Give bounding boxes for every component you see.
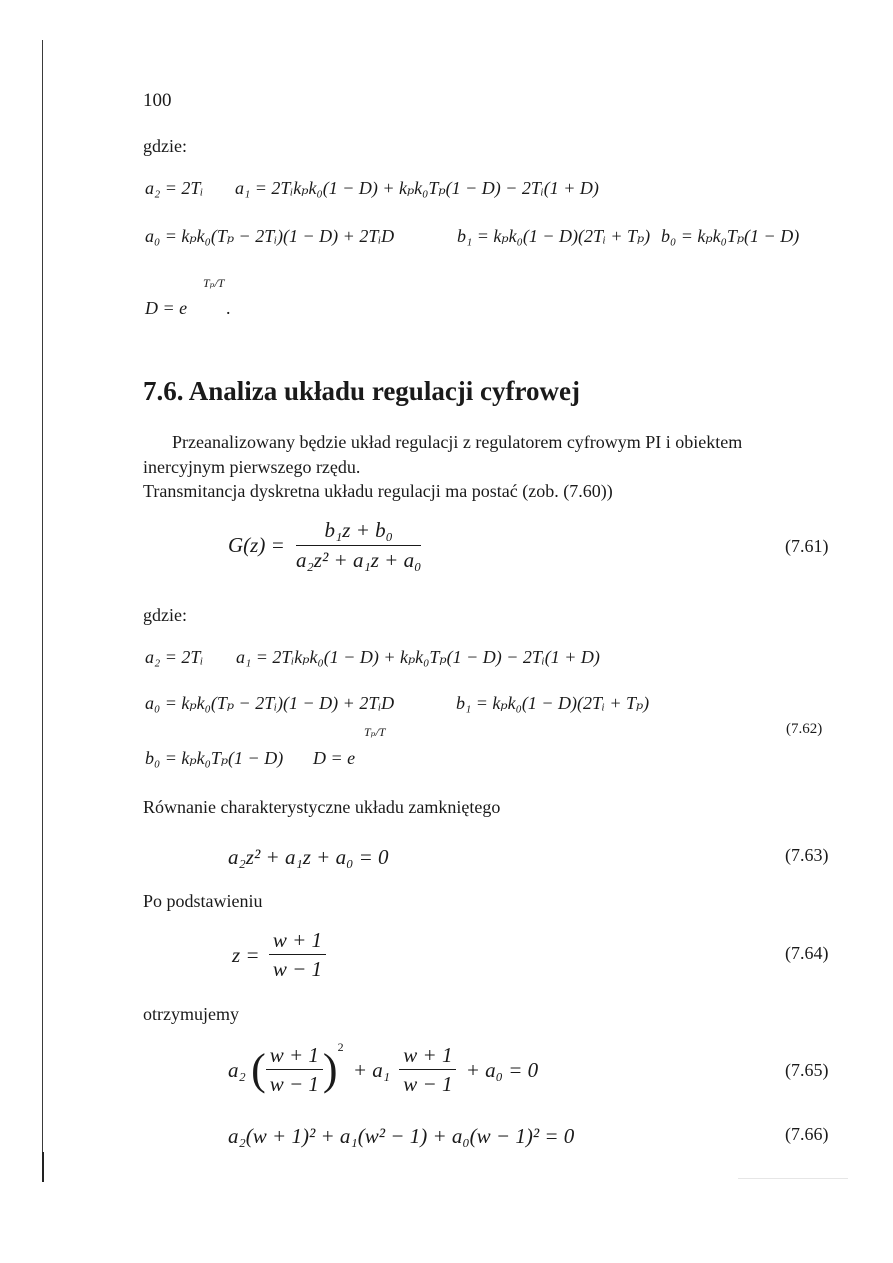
eq764-denominator: w − 1 (272, 957, 323, 981)
equation-7-66: a₂(w + 1)² + a₁(w² − 1) + a₀(w − 1)² = 0 (228, 1124, 575, 1148)
subst-text: Po podstawieniu (143, 891, 263, 911)
eq761-denominator: a₂z² + a₁z + a₀ (296, 548, 422, 572)
eq-top-D: D = e (145, 298, 188, 318)
eq-mid-a0: a₀ = kₚk₀(Tₚ − 2Tᵢ)(1 − D) + 2TᵢD (145, 693, 395, 713)
eq765-mid: + a₁ (352, 1057, 391, 1082)
result-text: otrzymujemy (143, 1004, 239, 1024)
eq765-power: 2 (337, 1040, 344, 1054)
eq-number-7-61: (7.61) (785, 536, 829, 556)
eq765-fraction-2 (399, 1043, 456, 1097)
eq765-frac1-numerator: w + 1 (266, 1043, 323, 1070)
equation-7-61 (228, 518, 421, 573)
eq-top-D-period: . (226, 298, 231, 318)
eq765-frac2-numerator: w + 1 (399, 1043, 456, 1070)
eq764-lhs: z = (232, 942, 260, 967)
scan-artifact (738, 1178, 848, 1179)
eq761-lhs: G(z) = (228, 533, 285, 557)
margin-line (42, 40, 43, 1180)
eq764-fraction (269, 928, 326, 982)
eq-number-7-62: (7.62) (786, 721, 823, 737)
equation-7-63: a₂z² + a₁z + a₀ = 0 (228, 845, 389, 869)
page-number: 100 (143, 90, 172, 111)
eq-number-7-65: (7.65) (785, 1060, 829, 1080)
eq-top-a1: a₁ = 2Tᵢkₚk₀(1 − D) + kₚk₀Tₚ(1 − D) − 2Tᵢ(1 + D) (235, 178, 599, 198)
eq765-frac2-denominator: w − 1 (403, 1072, 453, 1097)
eq-mid-a2: a₂ = 2Tᵢ (145, 647, 204, 667)
eq-mid-a1: a₁ = 2Tᵢkₚk₀(1 − D) + kₚk₀Tₚ(1 − D) − 2Tᵢ(1 + D) (236, 647, 600, 667)
equation-7-65: a₂ ( $\frac{w + 1}{w - 1}$ )$^2$ + a₁ $\frac{w + 1}{w - 1}$ + a₀ = 0 (228, 1040, 539, 1097)
eq-top-D-exponent: Tₚ/T (203, 276, 225, 290)
paragraph-line-2: inercyjnym pierwszego rzędu. (143, 457, 361, 477)
eq-mid-D-exponent: Tₚ/T (364, 725, 386, 739)
eq761-numerator: b₁z + b₀ (296, 518, 421, 546)
margin-tick (42, 1152, 44, 1182)
gdzie-label-mid: gdzie: (143, 605, 187, 625)
gdzie-label-top: gdzie: (143, 136, 187, 156)
eq765-frac1-denominator: w − 1 (269, 1072, 319, 1097)
equation-7-64 (232, 928, 326, 982)
eq-number-7-66: (7.66) (785, 1124, 829, 1144)
paragraph-line-1: Przeanalizowany będzie układ regulacji z regulatorem cyfrowym PI i obiektem (172, 432, 743, 452)
eq765-a2: a₂ (228, 1057, 246, 1082)
eq-mid-b1: b₁ = kₚk₀(1 − D)(2Tᵢ + Tₚ) (456, 693, 650, 713)
eq-number-7-64: (7.64) (785, 943, 829, 963)
eq-mid-b0: b₀ = kₚk₀Tₚ(1 − D) (145, 748, 284, 768)
eq-number-7-63: (7.63) (785, 845, 829, 865)
eq-top-a0: a₀ = kₚk₀(Tₚ − 2Tᵢ)(1 − D) + 2TᵢD (145, 226, 395, 246)
eq-top-b0: b₀ = kₚk₀Tₚ(1 − D) (661, 226, 800, 246)
eq765-fraction-1 (266, 1043, 323, 1097)
eq-mid-D: D = e (313, 748, 356, 768)
char-eq-text: Równanie charakterystyczne układu zamkniętego (143, 797, 501, 817)
paragraph-line-3: Transmitancja dyskretna układu regulacji ma postać (zob. (7.60)) (143, 481, 613, 501)
eq764-numerator: w + 1 (269, 928, 326, 955)
eq761-fraction (296, 518, 421, 573)
eq-top-b1: b₁ = kₚk₀(1 − D)(2Tᵢ + Tₚ) (457, 226, 651, 246)
eq-top-a2: a₂ = 2Tᵢ (145, 178, 204, 198)
eq765-tail: + a₀ = 0 (465, 1057, 539, 1082)
section-heading: 7.6. Analiza układu regulacji cyfrowej (143, 376, 580, 406)
